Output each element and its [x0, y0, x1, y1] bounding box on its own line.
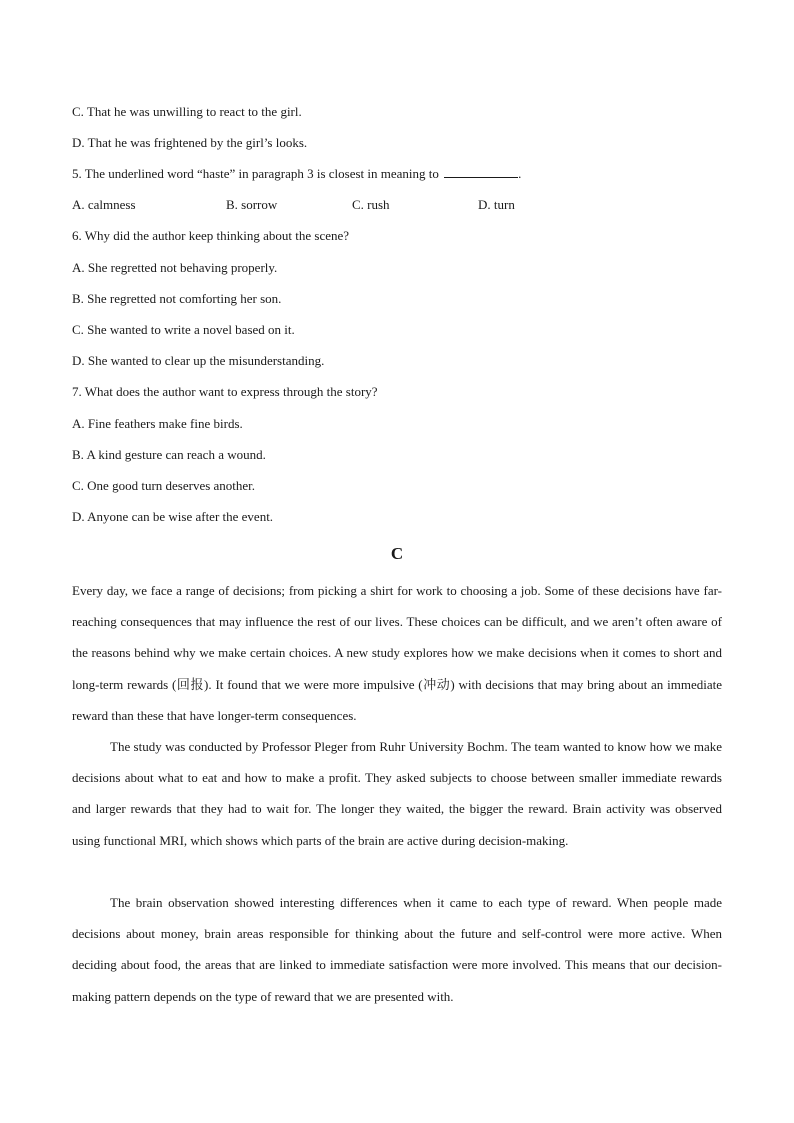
- q5-stem-end: .: [518, 166, 522, 181]
- answer-blank: [444, 166, 518, 178]
- q4-option-c: C. That he was unwilling to react to the girl.: [72, 104, 302, 119]
- q7-option-a: A. Fine feathers make fine birds.: [72, 416, 243, 431]
- q5-stem: [72, 166, 521, 182]
- q7-option-c: C. One good turn deserves another.: [72, 478, 256, 493]
- passage-paragraph-3: The brain observation showed interesting differences when it came to each type of reward. When people made decisions about money, brain areas responsible for thinking about the future and self-control were more active. When deciding about food, the areas that are linked to immediate satisfaction were more involved. This means that our decision-making pattern depends on the type of reward that we are presented with.: [72, 895, 722, 1004]
- q6-stem: 6. Why did the author keep thinking about the scene?: [72, 228, 350, 243]
- q5-option-c: C. rush: [352, 197, 390, 212]
- q6-option-c: C. She wanted to write a novel based on it.: [72, 322, 295, 337]
- q5-stem-text: 5. The underlined word “haste” in paragraph 3 is closest in meaning to: [72, 166, 439, 181]
- section-heading: C: [390, 544, 404, 563]
- q5-option-a: A. calmness: [72, 197, 136, 212]
- passage-paragraph-1: Every day, we face a range of decisions; from picking a shirt for work to choosing a job. Some of these decisions have far-reaching consequences that may influence the rest of our lives. These choices can be difficult, and we aren’t often aware of the reasons behind why we make certain choices. A new study explores how we make decisions when it comes to short and long-term rewards (回报). It found that we were more impulsive (冲动) with decisions that may bring about an immediate reward than these that have longer-term consequences.: [72, 583, 722, 723]
- q6-option-a: A. She regretted not behaving properly.: [72, 260, 278, 275]
- q7-option-b: B. A kind gesture can reach a wound.: [72, 447, 266, 462]
- q6-option-d: D. She wanted to clear up the misunderstanding.: [72, 353, 325, 368]
- q7-option-d: D. Anyone can be wise after the event.: [72, 509, 274, 524]
- q5-option-b: B. sorrow: [226, 197, 278, 212]
- q6-option-b: B. She regretted not comforting her son.: [72, 291, 282, 306]
- q5-option-d: D. turn: [478, 197, 515, 212]
- passage-paragraph-2: The study was conducted by Professor Pleger from Ruhr University Bochm. The team wanted to know how we make decisions about what to eat and how to make a profit. They asked subjects to choose between smaller immediate rewards and larger rewards that they had to wait for. The longer they waited, the bigger the reward. Brain activity was observed using functional MRI, which shows which parts of the brain are active during decision-making.: [72, 739, 722, 848]
- q4-option-d: D. That he was frightened by the girl’s looks.: [72, 135, 308, 150]
- q7-stem: 7. What does the author want to express through the story?: [72, 384, 378, 399]
